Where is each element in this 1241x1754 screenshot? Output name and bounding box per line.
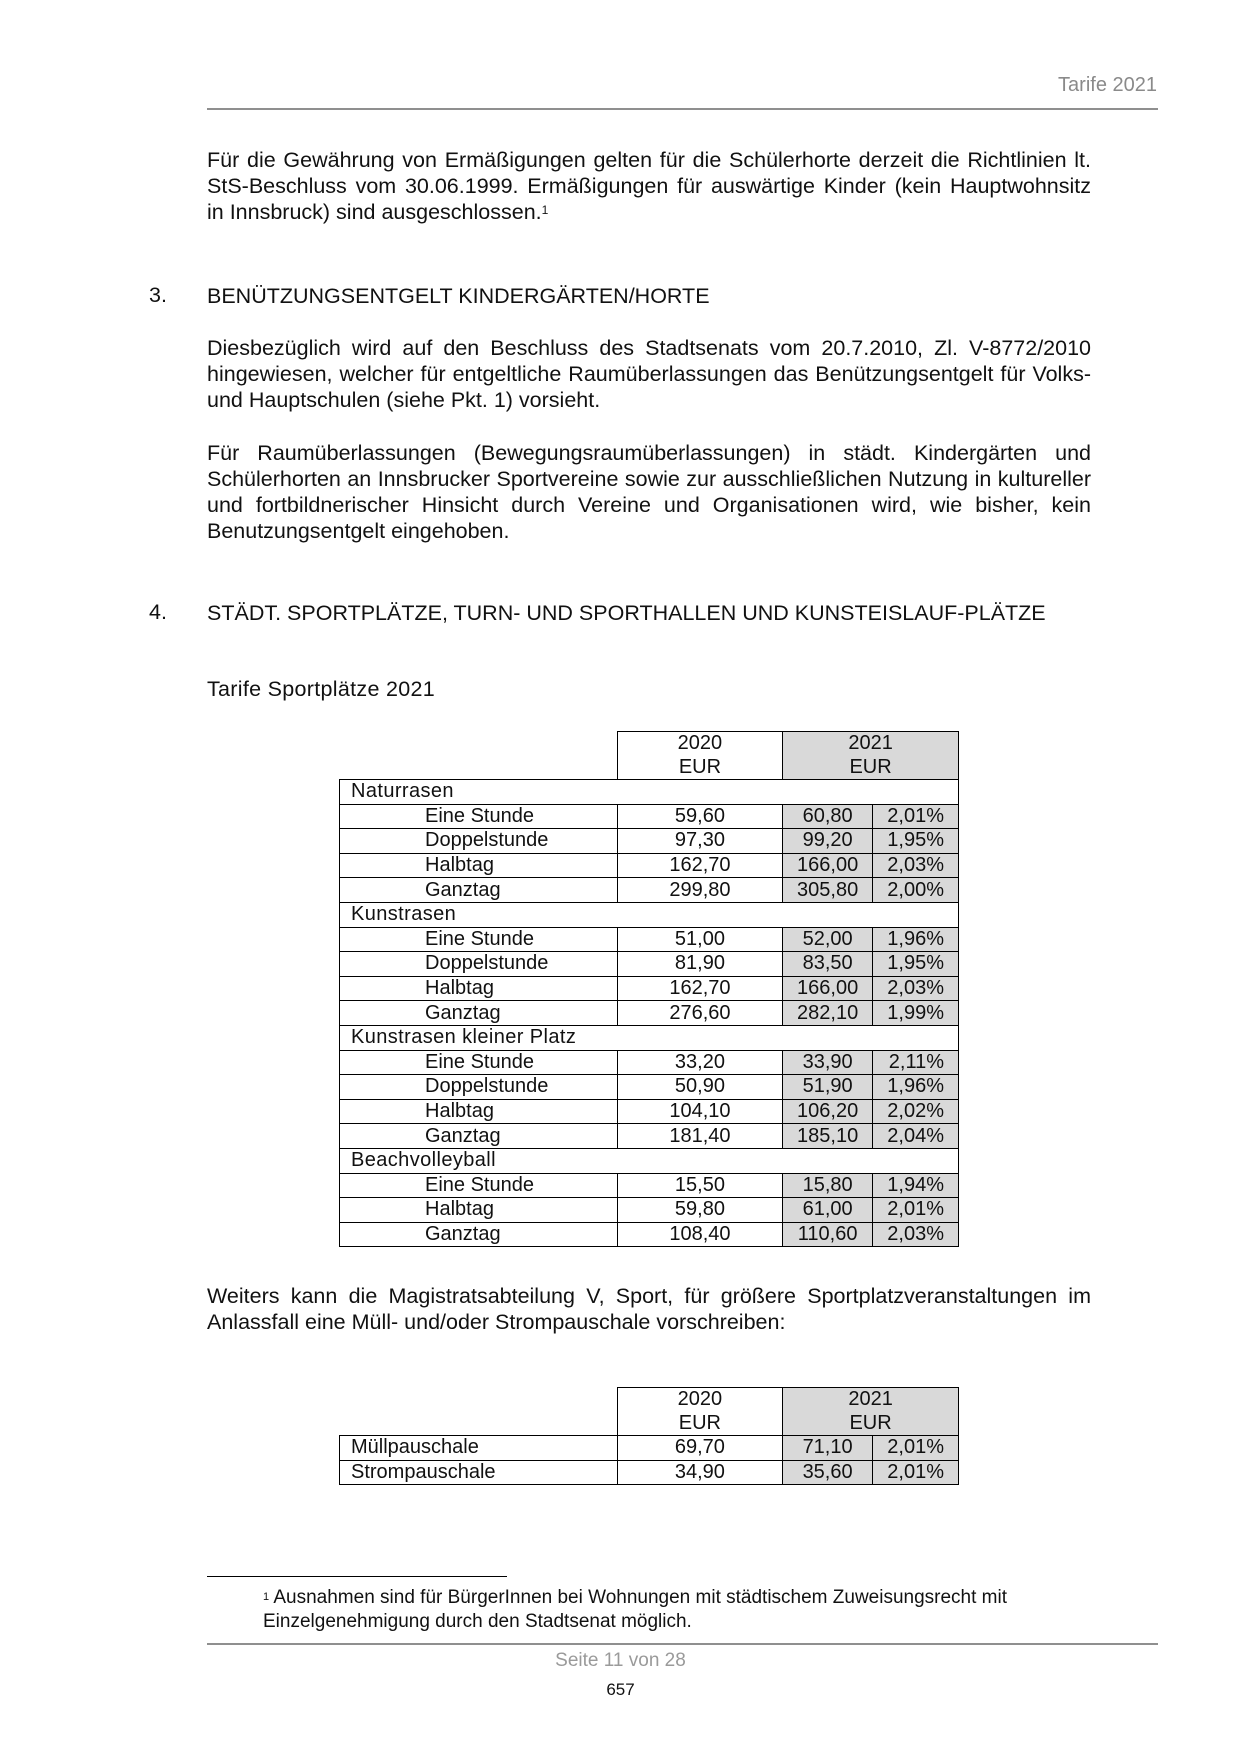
footnote — [263, 1586, 1091, 1634]
footnote-divider — [207, 1576, 507, 1577]
row-label: Strompauschale — [340, 1460, 618, 1485]
table-row — [340, 1222, 959, 1247]
row-label: Doppelstunde — [340, 1075, 618, 1100]
section-3-paragraph-1: Diesbezüglich wird auf den Beschluss des Stadtsenats vom 20.7.2010, Zl. V-8772/2010 hingewiesen, welcher für entgeltliche Raumüberlassungen das Benützungsentgelt für Volks- und Hauptschulen (siehe Pkt. 1) vorsieht. — [207, 336, 1091, 412]
change-percent: 2,04% — [873, 1124, 959, 1149]
row-label: Ganztag — [340, 1001, 618, 1026]
table-caption: Tarife Sportplätze 2021 — [207, 677, 436, 701]
footnote-text: Ausnahmen sind für BürgerInnen bei Wohnungen mit städtischem Zuweisungsrecht mit Einzelgenehmigung durch den Stadtsenat möglich. — [263, 1587, 1008, 1632]
table-row — [340, 976, 959, 1001]
category-row — [340, 1025, 959, 1050]
category-row — [340, 1148, 959, 1173]
row-label: Halbtag — [340, 1099, 618, 1124]
footnote-marker: 1 — [263, 1591, 270, 1603]
change-percent: 2,01% — [873, 1436, 959, 1461]
table-row — [340, 878, 959, 903]
price-2020: 33,20 — [617, 1050, 783, 1075]
price-2021: 35,60 — [783, 1460, 873, 1485]
row-label: Halbtag — [340, 853, 618, 878]
header-2021-unit: EUR — [849, 1411, 892, 1434]
change-percent: 1,96% — [873, 1075, 959, 1100]
price-2020: 108,40 — [617, 1222, 783, 1247]
table-row — [340, 1050, 959, 1075]
table-row — [340, 1460, 959, 1485]
header-empty-cell — [340, 732, 618, 780]
category-label: Kunstrasen — [340, 902, 959, 927]
change-percent: 1,94% — [873, 1173, 959, 1198]
running-header-title: Tarife 2021 — [1058, 74, 1157, 96]
row-label: Müllpauschale — [340, 1436, 618, 1461]
category-row — [340, 902, 959, 927]
change-percent: 1,99% — [873, 1001, 959, 1026]
price-2020: 59,80 — [617, 1198, 783, 1223]
header-empty-cell — [340, 1388, 618, 1436]
price-2021: 110,60 — [783, 1222, 873, 1247]
change-percent: 1,96% — [873, 927, 959, 952]
table-row — [340, 1124, 959, 1149]
intro-paragraph — [207, 147, 1091, 225]
price-2021: 83,50 — [783, 952, 873, 977]
table-row — [340, 853, 959, 878]
price-2020: 81,90 — [617, 952, 783, 977]
price-2021: 71,10 — [783, 1436, 873, 1461]
table-row — [340, 1075, 959, 1100]
table-header-row — [340, 732, 959, 780]
paragraph-pauschale: Weiters kann die Magistratsabteilung V, Sport, für größere Sportplatzveranstaltungen im Anlassfall eine Müll- und/oder Strompauschale vorschreiben: — [207, 1284, 1091, 1334]
header-2021 — [783, 732, 959, 780]
row-label: Eine Stunde — [340, 1173, 618, 1198]
category-label: Beachvolleyball — [340, 1148, 959, 1173]
price-2020: 15,50 — [617, 1173, 783, 1198]
change-percent: 1,95% — [873, 952, 959, 977]
sportplatz-tariff-table — [339, 731, 959, 1247]
section-3-paragraph-2: Für Raumüberlassungen (Bewegungsraumüberlassungen) in städt. Kindergärten und Schülerhorten an Innsbrucker Sportvereine sowie zur ausschließlichen Nutzung in kultureller und fortbildnerischer Hinsicht durch Vereine und Organisationen wird, wie bisher, kein Benutzungsentgelt eingehoben. — [207, 441, 1091, 543]
category-label: Naturrasen — [340, 780, 959, 805]
price-2020: 51,00 — [617, 927, 783, 952]
price-2021: 305,80 — [783, 878, 873, 903]
category-row — [340, 780, 959, 805]
price-2020: 50,90 — [617, 1075, 783, 1100]
price-2020: 34,90 — [617, 1460, 783, 1485]
header-2021-year: 2021 — [848, 732, 893, 754]
page-number: 657 — [606, 1680, 635, 1699]
row-label: Ganztag — [340, 1222, 618, 1247]
table-row — [340, 829, 959, 854]
table-row — [340, 927, 959, 952]
section-3-number: 3. — [149, 283, 167, 307]
price-2020: 69,70 — [617, 1436, 783, 1461]
header-2020-year: 2020 — [677, 732, 723, 754]
table-row — [340, 804, 959, 829]
change-percent: 2,11% — [873, 1050, 959, 1075]
change-percent: 2,03% — [873, 976, 959, 1001]
change-percent: 2,01% — [873, 804, 959, 829]
row-label: Doppelstunde — [340, 952, 618, 977]
category-label: Kunstrasen kleiner Platz — [340, 1025, 959, 1050]
price-2020: 181,40 — [617, 1124, 783, 1149]
header-2020 — [617, 1388, 783, 1436]
price-2020: 97,30 — [617, 829, 783, 854]
footnote-reference[interactable]: 1 — [541, 203, 549, 217]
footer-divider — [207, 1643, 1158, 1645]
change-percent: 2,01% — [873, 1460, 959, 1485]
header-2020-unit: EUR — [678, 755, 722, 778]
row-label: Ganztag — [340, 1124, 618, 1149]
intro-paragraph-text: Für die Gewährung von Ermäßigungen gelten für die Schülerhorte derzeit die Richtlinien lt. StS-Beschluss vom 30.06.1999. Ermäßigungen für auswärtige Kinder (kein Hauptwohnsitz in Innsbruck) sind ausgeschlossen. — [207, 148, 1091, 224]
row-label: Ganztag — [340, 878, 618, 903]
header-2020 — [617, 732, 783, 780]
price-2021: 185,10 — [783, 1124, 873, 1149]
price-2021: 166,00 — [783, 976, 873, 1001]
price-2021: 99,20 — [783, 829, 873, 854]
header-2021-year: 2021 — [848, 1388, 893, 1410]
price-2021: 61,00 — [783, 1198, 873, 1223]
price-2020: 104,10 — [617, 1099, 783, 1124]
price-2021: 166,00 — [783, 853, 873, 878]
row-label: Eine Stunde — [340, 1050, 618, 1075]
price-2020: 276,60 — [617, 1001, 783, 1026]
table-row — [340, 952, 959, 977]
header-2020-unit: EUR — [678, 1411, 721, 1434]
section-4-title: STÄDT. SPORTPLÄTZE, TURN- UND SPORTHALLEN UND KUNSTEISLAUF-PLÄTZE — [207, 601, 1046, 625]
table-row — [340, 1001, 959, 1026]
price-2020: 59,60 — [617, 804, 783, 829]
pauschale-table — [339, 1387, 959, 1485]
price-2021: 106,20 — [783, 1099, 873, 1124]
change-percent: 1,95% — [873, 829, 959, 854]
section-4-number: 4. — [149, 600, 167, 624]
table-row — [340, 1099, 959, 1124]
price-2020: 162,70 — [617, 853, 783, 878]
price-2021: 15,80 — [783, 1173, 873, 1198]
header-2021-unit: EUR — [849, 755, 892, 778]
change-percent: 2,00% — [873, 878, 959, 903]
change-percent: 2,03% — [873, 1222, 959, 1247]
header-divider — [207, 108, 1158, 110]
header-2021 — [783, 1388, 959, 1436]
table-row — [340, 1173, 959, 1198]
price-2020: 162,70 — [617, 976, 783, 1001]
price-2021: 51,90 — [783, 1075, 873, 1100]
table-row — [340, 1436, 959, 1461]
row-label: Doppelstunde — [340, 829, 618, 854]
table-row — [340, 1198, 959, 1223]
row-label: Eine Stunde — [340, 804, 618, 829]
row-label: Halbtag — [340, 1198, 618, 1223]
price-2021: 33,90 — [783, 1050, 873, 1075]
section-3-title: BENÜTZUNGSENTGELT KINDERGÄRTEN/HORTE — [207, 284, 710, 308]
price-2021: 282,10 — [783, 1001, 873, 1026]
change-percent: 2,01% — [873, 1198, 959, 1223]
change-percent: 2,03% — [873, 853, 959, 878]
change-percent: 2,02% — [873, 1099, 959, 1124]
price-2021: 52,00 — [783, 927, 873, 952]
header-2020-year: 2020 — [677, 1388, 723, 1410]
price-2020: 299,80 — [617, 878, 783, 903]
row-label: Eine Stunde — [340, 927, 618, 952]
price-2021: 60,80 — [783, 804, 873, 829]
page-indicator: Seite 11 von 28 — [555, 1650, 686, 1671]
row-label: Halbtag — [340, 976, 618, 1001]
table-header-row — [340, 1388, 959, 1436]
